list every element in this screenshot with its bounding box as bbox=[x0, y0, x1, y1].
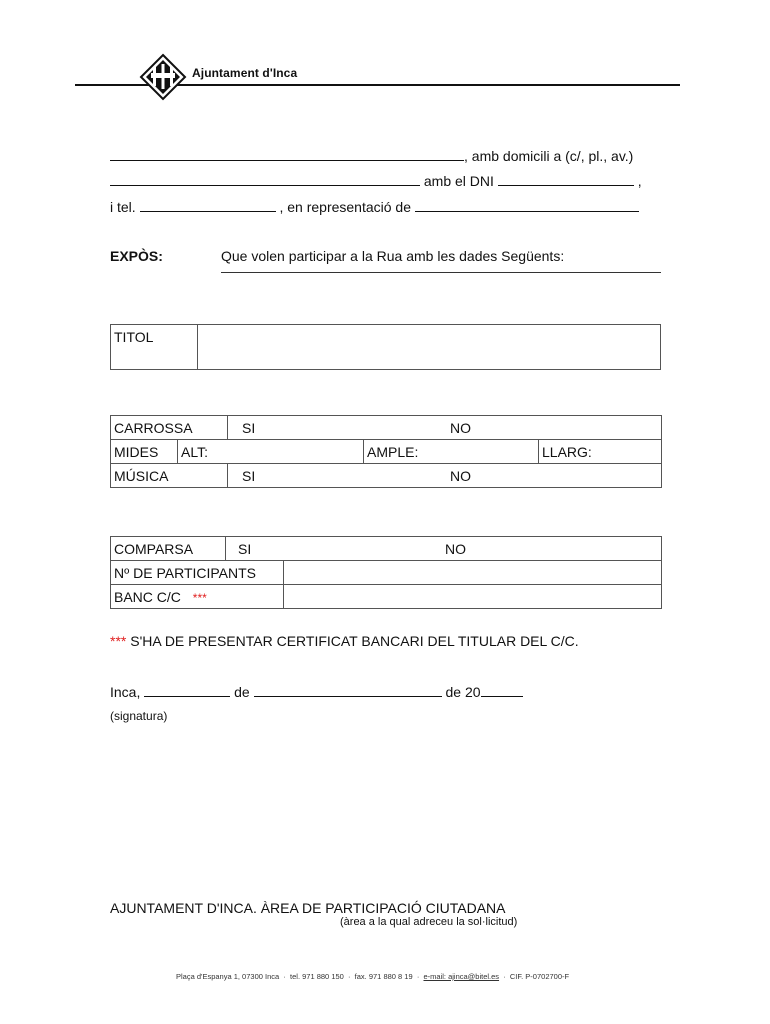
footer-email-link[interactable]: e-mail: ajinca@bitel.es bbox=[423, 972, 500, 981]
participants-field[interactable] bbox=[284, 561, 662, 585]
representation-label: , en representació de bbox=[279, 199, 411, 215]
banc-text: BANC C/C bbox=[114, 588, 181, 605]
participants-label: Nº DE PARTICIPANTS bbox=[111, 561, 284, 585]
representation-blank[interactable] bbox=[415, 199, 639, 212]
ample-field[interactable] bbox=[364, 440, 539, 464]
llarg-label: LLARG: bbox=[542, 443, 592, 460]
expos-text: Que volen participar a la Rua amb les dades Següents: bbox=[221, 248, 661, 273]
comparsa-label: COMPARSA bbox=[111, 537, 226, 561]
musica-label: MÚSICA bbox=[111, 464, 228, 488]
musica-si[interactable]: SI bbox=[242, 468, 256, 484]
footer-fax: fax. 971 880 8 19 bbox=[354, 972, 413, 981]
closing-title: AJUNTAMENT D'INCA. ÀREA DE PARTICIPACIÓ CIUTADANA bbox=[110, 900, 506, 916]
address-blank[interactable] bbox=[110, 173, 420, 186]
expos-label: EXPÒS: bbox=[110, 248, 163, 264]
carrossa-si[interactable]: SI bbox=[242, 420, 256, 436]
footer-sep: · bbox=[416, 972, 420, 981]
carrossa-no[interactable]: NO bbox=[450, 420, 472, 436]
comma: , bbox=[637, 173, 642, 189]
banc-asterisks: *** bbox=[192, 590, 207, 605]
comparsa-table bbox=[110, 536, 662, 609]
applicant-line-2 bbox=[110, 173, 642, 189]
footer bbox=[176, 972, 569, 981]
comparsa-si[interactable]: SI bbox=[238, 541, 252, 557]
signature-label: (signatura) bbox=[110, 709, 168, 723]
titol-label: TITOL bbox=[111, 325, 198, 370]
ample-label: AMPLE: bbox=[367, 443, 419, 460]
footer-cif: CIF. P-0702700-F bbox=[509, 972, 570, 981]
footer-sep: · bbox=[348, 972, 351, 981]
applicant-line-1 bbox=[110, 148, 633, 164]
titol-field[interactable] bbox=[198, 325, 661, 370]
de-label-1: de bbox=[234, 684, 250, 700]
footer-sep: · bbox=[283, 972, 286, 981]
alt-label: ALT: bbox=[181, 443, 208, 460]
tel-label: i tel. bbox=[110, 199, 136, 215]
day-blank[interactable] bbox=[144, 684, 230, 697]
alt-field[interactable] bbox=[178, 440, 364, 464]
musica-no[interactable]: NO bbox=[450, 468, 472, 484]
date-line bbox=[110, 684, 523, 700]
llarg-field[interactable] bbox=[539, 440, 662, 464]
comparsa-no[interactable]: NO bbox=[445, 541, 466, 557]
banc-label bbox=[111, 585, 284, 609]
dni-label: amb el DNI bbox=[423, 173, 494, 189]
note-text: S'HA DE PRESENTAR CERTIFICAT BANCARI DEL TITULAR DEL C/C. bbox=[130, 633, 579, 649]
carrossa-options[interactable] bbox=[228, 416, 662, 440]
year-prefix: de 20 bbox=[445, 684, 481, 700]
musica-options[interactable] bbox=[228, 464, 662, 488]
tel-blank[interactable] bbox=[140, 199, 276, 212]
org-name: Ajuntament d'Inca bbox=[192, 66, 298, 80]
titol-table bbox=[110, 324, 661, 370]
comparsa-options[interactable] bbox=[226, 537, 662, 561]
footer-address: Plaça d'Espanya 1, 07300 Inca bbox=[176, 972, 280, 981]
month-blank[interactable] bbox=[254, 684, 442, 697]
certificate-note bbox=[110, 633, 579, 649]
carrossa-label: CARROSSA bbox=[111, 416, 228, 440]
address-label: , amb domicili a (c/, pl., av.) bbox=[464, 148, 634, 164]
coat-of-arms-icon bbox=[139, 53, 187, 101]
place-label: Inca, bbox=[110, 684, 141, 700]
banc-field[interactable] bbox=[284, 585, 662, 609]
mides-label: MIDES bbox=[111, 440, 178, 464]
footer-sep: · bbox=[503, 972, 506, 981]
applicant-line-3 bbox=[110, 199, 639, 215]
dni-blank[interactable] bbox=[498, 173, 634, 186]
year-blank[interactable] bbox=[481, 684, 523, 697]
closing-subtitle: (àrea a la qual adreceu la sol·licitud) bbox=[340, 916, 518, 928]
note-asterisks: *** bbox=[110, 633, 127, 649]
name-blank[interactable] bbox=[110, 148, 464, 161]
footer-tel: tel. 971 880 150 bbox=[290, 972, 344, 981]
carrossa-table bbox=[110, 415, 662, 488]
